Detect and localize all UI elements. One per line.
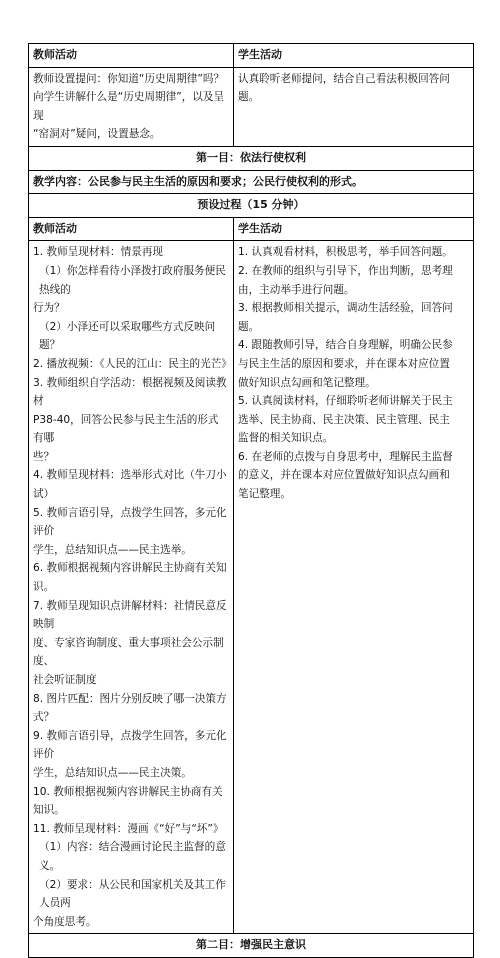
section1-body-row <box>29 240 473 933</box>
section2-title-row <box>29 933 473 957</box>
intro-teacher-line: “窑洞对”疑问，设置悬念。 <box>33 128 161 141</box>
student-step-line: 2. 在教师的组织与引导下，作出判断，思考理 <box>238 264 453 277</box>
teacher-step-line: 6. 教师根据视频内容讲解民主协商有关知识。 <box>33 562 227 594</box>
student-step-line: 5. 认真阅读材料，仔细聆听老师讲解关于民主 <box>238 395 453 408</box>
section2-title: 第二目：增强民主意识 <box>196 938 306 952</box>
section1-title-row <box>29 146 473 170</box>
intro-teacher-line: 向学生讲解什么是“历史周期律”，以及呈现 <box>33 91 225 122</box>
teacher-step-line: 行为？ <box>33 302 65 315</box>
section1-student-header: 学生活动 <box>238 221 282 235</box>
teacher-step-line: 9. 教师言语引导，点拨学生回答，多元化评价 <box>33 729 227 761</box>
student-step-line: 4. 跟随教师引导，结合自身理解，明确公民参 <box>238 339 453 352</box>
student-step-line: 选举、民主协商、民主决策、民主管理、民主 <box>238 413 450 426</box>
student-step-line: 与民主生活的原因和要求，并在课本对应位置 <box>238 357 450 370</box>
intro-teacher-line: 教师设置提问：你知道“历史周期律”吗？ <box>33 72 225 85</box>
student-step-line: 监督的相关知识点。 <box>238 432 334 445</box>
teacher-step-line: （1）你怎样看待小泽拨打政府服务便民热线的 <box>39 264 226 296</box>
teacher-step-line: 1. 教师呈现材料：情景再现 <box>33 246 164 259</box>
teacher-step-line: 4. 教师呈现材料：选举形式对比（牛刀小试） <box>33 469 227 501</box>
section1-teacher-cell <box>29 241 234 933</box>
student-step-line: 的意义，并在课本对应位置做好知识点勾画和 <box>238 469 450 482</box>
teacher-step-line: 学生，总结知识点——民主决策。 <box>33 766 192 779</box>
teacher-step-line: 个角度思考。 <box>33 915 97 928</box>
student-step-line: 6. 在老师的点拨与自身思考中，理解民主监督 <box>238 450 453 463</box>
teacher-step-line: 7. 教师呈现知识点讲解材料：社情民意反映制 <box>33 599 227 631</box>
teacher-activity-header: 教师活动 <box>29 44 234 67</box>
student-step-line: 由，主动举手进行问题。 <box>238 283 355 296</box>
teacher-step-line: P38-40，回答公民参与民主生活的形式有哪 <box>33 413 219 445</box>
teacher-step-line: 社会听证制度 <box>33 674 97 686</box>
teacher-step-line: 度、专家咨询制度、重大事项社会公示制度、 <box>33 636 224 668</box>
intro-student-cell <box>234 68 473 146</box>
lesson-plan-table <box>28 43 474 958</box>
teacher-step-line: 8. 图片匹配：图片分别反映了哪一决策方式？ <box>33 692 227 724</box>
teacher-step-line: 10. 教师根据视频内容讲解民主协商有关知识。 <box>33 785 223 817</box>
section1-process-row <box>29 193 473 217</box>
teacher-step-line: 些？ <box>33 450 55 463</box>
header-row <box>29 44 473 67</box>
teacher-step-line: 学生，总结知识点——民主选举。 <box>33 543 192 556</box>
student-step-line: 做好知识点勾画和笔记整理。 <box>238 376 376 389</box>
teacher-step-line: 11. 教师呈现材料：漫画《“好”与“坏”》 <box>33 822 224 835</box>
teacher-step-line: （1）内容：结合漫画讨论民主监督的意义。 <box>39 841 226 872</box>
teacher-step-line: （2）要求：从公民和国家机关及其工作人员两 <box>39 878 226 910</box>
student-step-line: 3. 根据教师相关提示，调动生活经验，回答问 <box>238 302 453 315</box>
intro-student-line: 认真聆听老师提问，结合自己看法积极回答问 <box>238 72 450 85</box>
student-step-line: 1. 认真观看材料，积极思考，举手回答问题。 <box>238 246 453 259</box>
teacher-step-line: 2. 播放视频：《人民的江山：民主的光芒》 <box>33 357 232 370</box>
section1-process-title: 预设过程（15 分钟） <box>197 198 305 212</box>
section1-title: 第一目：依法行使权利 <box>196 150 306 164</box>
intro-student-line: 题。 <box>238 91 260 104</box>
section1-teacher-header: 教师活动 <box>29 218 234 241</box>
intro-row <box>29 67 473 146</box>
teacher-step-line: 5. 教师言语引导，点拨学生回答，多元化评价 <box>33 506 227 538</box>
section1-student-cell <box>234 241 473 933</box>
section1-teaching-content: 教学内容：公民参与民主生活的原因和要求；公民行使权利的形式。 <box>33 174 363 188</box>
student-step-line: 题。 <box>238 320 260 333</box>
section1-content-row <box>29 170 473 194</box>
teacher-step-line: （2）小泽还可以采取哪些方式反映问题？ <box>39 320 216 352</box>
student-step-line: 笔记整理。 <box>238 488 291 501</box>
section1-subheader-row <box>29 217 473 241</box>
teacher-step-line: 3. 教师组织自学活动：根据视频及阅读教材 <box>33 376 227 408</box>
intro-teacher-cell <box>29 68 234 146</box>
student-activity-header: 学生活动 <box>238 48 282 61</box>
